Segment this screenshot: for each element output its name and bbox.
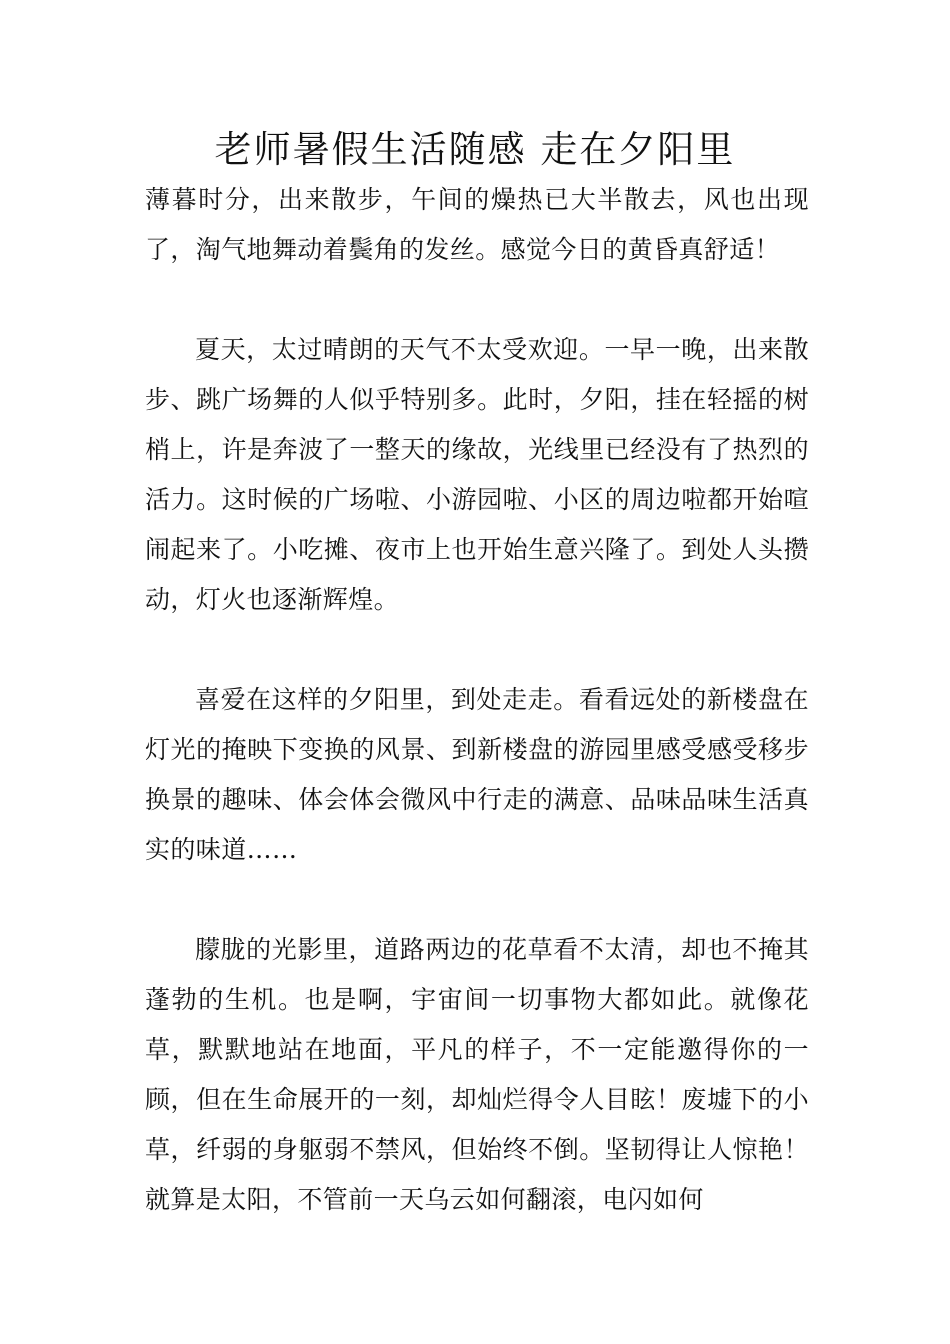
document-body [145, 175, 809, 1225]
document-title: 老师暑假生活随感 走在夕阳里 [214, 128, 736, 171]
paragraph-4: 朦胧的光影里，道路两边的花草看不太清，却也不掩其蓬勃的生机。也是啊，宇宙间一切事物大都如此。就像花草，默默地站在地面，平凡的样子，不一定能邀得你的一顾，但在生命展开的一刻，却灿烂得令人目眩！废墟下的小草，纤弱的身躯弱不禁风，但始终不倒。坚韧得让人惊艳！就算是太阳，不管前一天乌云如何翻滚，电闪如何 [145, 935, 809, 1214]
paragraph-gap [145, 875, 809, 925]
paragraph-gap [145, 275, 809, 325]
paragraph-2: 夏天，太过晴朗的天气不太受欢迎。一早一晚，出来散步、跳广场舞的人似乎特别多。此时，夕阳，挂在轻摇的树梢上，许是奔波了一整天的缘故，光线里已经没有了热烈的活力。这时候的广场啦、小游园啦、小区的周边啦都开始喧闹起来了。小吃摊、夜市上也开始生意兴隆了。到处人头攒动，灯火也逐渐辉煌。 [145, 335, 809, 614]
paragraph-3: 喜爱在这样的夕阳里，到处走走。看看远处的新楼盘在灯光的掩映下变换的风景、到新楼盘的游园里感受感受移步换景的趣味、体会体会微风中行走的满意、品味品味生活真实的味道…… [145, 685, 809, 864]
paragraph-1: 薄暮时分，出来散步，午间的燥热已大半散去，风也出现了，淘气地舞动着鬓角的发丝。感觉今日的黄昏真舒适！ [145, 185, 809, 264]
paragraph-gap [145, 625, 809, 675]
